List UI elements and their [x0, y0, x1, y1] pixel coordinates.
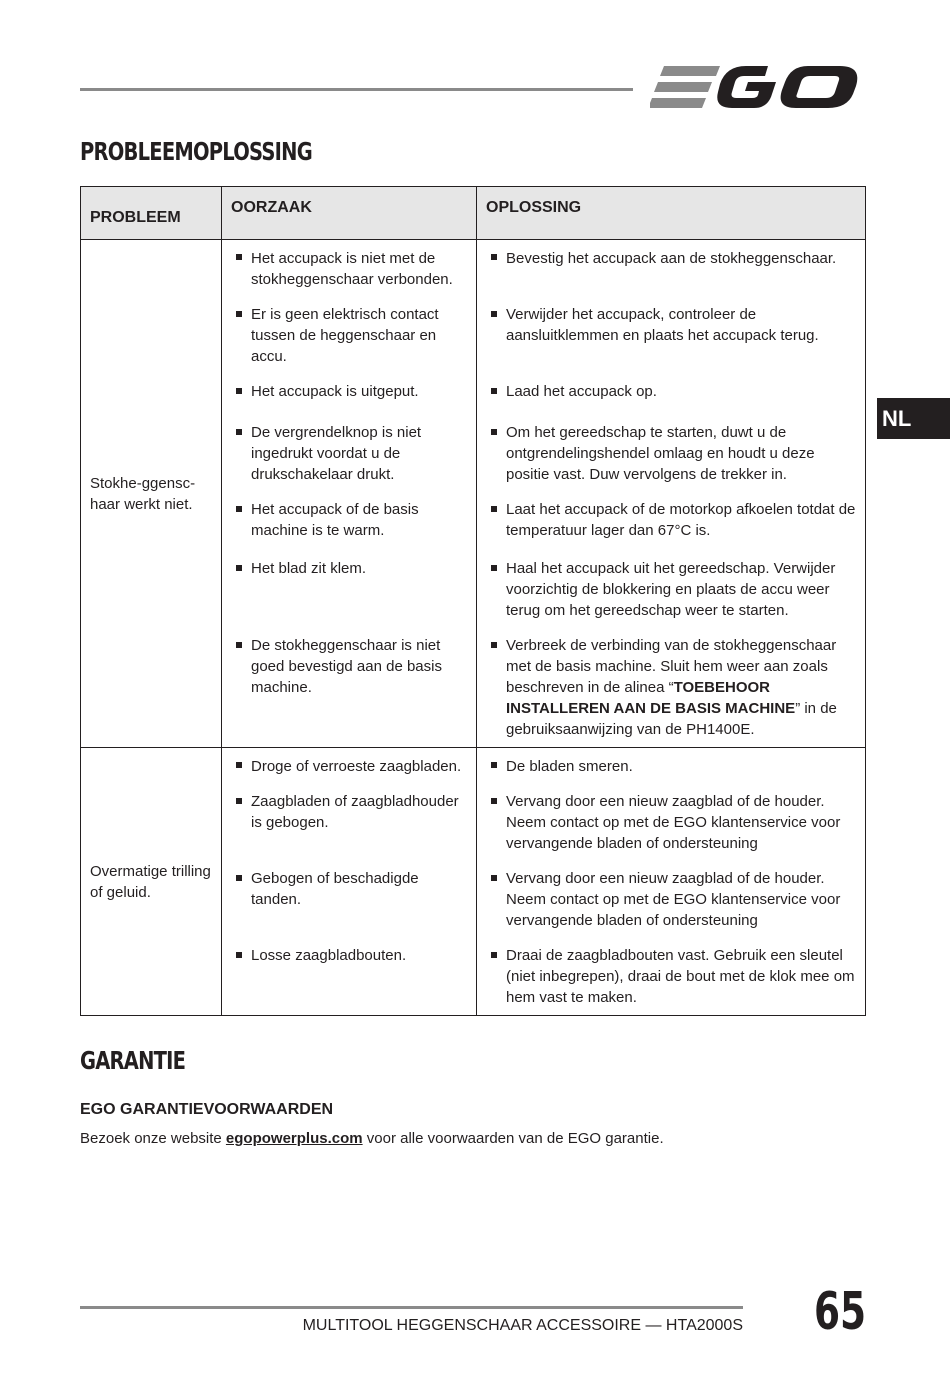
cause-item: Het blad zit klem.: [222, 551, 476, 586]
cause-item: Het accupack of de basis machine is te warm.: [222, 492, 476, 548]
footer-rule: [80, 1306, 743, 1309]
solution-item: Haal het accupack uit het gereedschap. Verwijder voorzichtig de blokkering en plaats de accu weer terug om het gereedschap weer te starten.: [477, 551, 865, 628]
cause-item: De stokheggenschaar is niet goed bevestigd aan de basis machine.: [222, 628, 476, 705]
cause-item: Gebogen of beschadigde tanden.: [222, 861, 476, 917]
solution-item: Draai de zaagbladbouten vast. Gebruik een sleutel (niet inbegrepen), draai de bout met de klok mee om hem vast te maken.: [477, 938, 865, 1015]
problem-cell: [81, 240, 222, 748]
website-link[interactable]: egopowerplus.com: [225, 1130, 363, 1147]
language-tab: NL: [877, 398, 950, 439]
table-row: [81, 240, 866, 298]
cause-item: Droge of verroeste zaagbladen.: [222, 748, 476, 784]
ego-logo: [650, 62, 862, 114]
footer-title: MULTITOOL HEGGENSCHAAR ACCESSOIRE — HTA2000S: [302, 1317, 743, 1334]
cause-item: Het accupack is niet met de stokheggenschaar verbonden.: [222, 240, 476, 297]
solution-item: Vervang door een nieuw zaagblad of de houder. Neem contact op met de EGO klantenservice voor vervangende bladen of ondersteuning: [477, 784, 865, 861]
header-cause: OORZAAK: [222, 187, 477, 240]
warranty-subtitle: EGO GARANTIEVOORWAARDEN: [80, 1101, 334, 1118]
problem-cell: [81, 748, 222, 1016]
header-rule: [80, 88, 633, 91]
solution-item: Laat het accupack of de motorkop afkoelen totdat de temperatuur lager dan 67°C is.: [477, 492, 865, 551]
warranty-text: Bezoek onze website egopowerplus.com voor alle voorwaarden van de EGO garantie.: [80, 1130, 664, 1147]
solution-item: Verwijder het accupack, controleer de aansluitklemmen en plaats het accupack terug.: [477, 297, 865, 353]
page-number: 65: [814, 1282, 867, 1342]
section-reference: TOEBEHOOR INSTALLEREN AAN DE BASIS MACHINE: [506, 679, 796, 717]
solution-item: De bladen smeren.: [477, 748, 865, 784]
cause-item: Het accupack is uitgeput.: [222, 374, 476, 415]
solution-item: Bevestig het accupack aan de stokheggenschaar.: [477, 240, 865, 276]
solution-item: Om het gereedschap te starten, duwt u de ontgrendelingshendel omlaag en houdt u deze positie vast. Duw vervolgens de trekker in.: [477, 415, 865, 492]
solution-item: Laad het accupack op.: [477, 374, 865, 409]
solution-item: Verbreek de verbinding van de stokheggenschaar met de basis machine. Sluit hem weer aan zoals beschreven in de alinea “TOEBEHOOR INSTALLEREN AAN DE BASIS MACHINE” in de gebruiksaanwijzing van de PH1400E.: [477, 628, 865, 747]
header-solution: OPLOSSING: [477, 187, 866, 240]
problem-text: Overmatige trilling of geluid.: [90, 862, 211, 901]
problem-text: Stokhe-ggensc-haar werkt niet.: [90, 474, 196, 513]
cause-item: Zaagbladen of zaagbladhouder is gebogen.: [222, 784, 476, 840]
table-row: [81, 748, 866, 785]
header-problem: PROBLEEM: [81, 187, 222, 240]
troubleshooting-title: PROBLEEMOPLOSSING: [80, 137, 312, 166]
table-header-row: [81, 187, 866, 240]
warranty-title: GARANTIE: [80, 1046, 186, 1075]
cause-item: De vergrendelknop is niet ingedrukt voordat u de drukschakelaar drukt.: [222, 415, 476, 492]
troubleshooting-table: [80, 186, 866, 1016]
cause-item: Losse zaagbladbouten.: [222, 938, 476, 973]
cause-item: Er is geen elektrisch contact tussen de heggenschaar en accu.: [222, 297, 476, 374]
solution-item: Vervang door een nieuw zaagblad of de houder. Neem contact op met de EGO klantenservice voor vervangende bladen of ondersteuning: [477, 861, 865, 938]
